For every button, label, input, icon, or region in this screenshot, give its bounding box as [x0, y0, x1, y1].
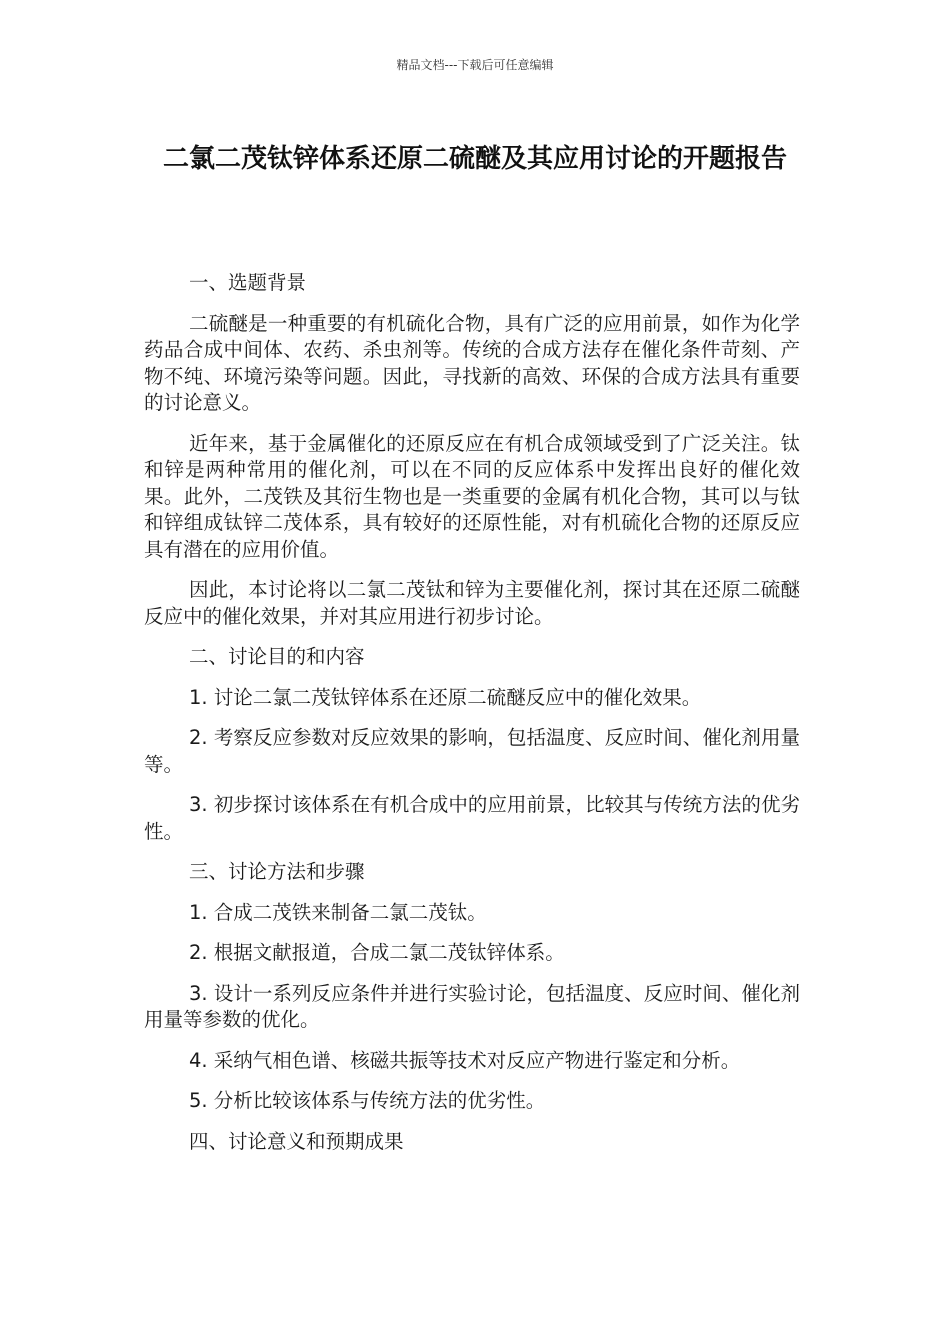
section-heading-methods: 三、讨论方法和步骤 — [189, 860, 365, 883]
list-item: 4. 采纳气相色谱、核磁共振等技术对反应产物进行鉴定和分析。 — [189, 1048, 741, 1072]
list-item: 1. 合成二茂铁来制备二氯二茂钛。 — [189, 900, 487, 924]
list-item: 3. 设计一系列反应条件并进行实验讨论，包括温度、反应时间、催化剂用量等参数的优化。 — [144, 981, 800, 1031]
paragraph: 近年来，基于金属催化的还原反应在有机合成领域受到了广泛关注。钛和锌是两种常用的催化剂，可以在不同的反应体系中发挥出良好的催化效果。此外，二茂铁及其衍生物也是一类重要的金属有机化合物，其可以与钛和锌组成钛锌二茂体系，具有较好的还原性能，对有机硫化合物的还原反应具有潜在的应用价值。 — [144, 431, 800, 561]
list-item: 3. 初步探讨该体系在有机合成中的应用前景，比较其与传统方法的优劣性。 — [144, 793, 800, 843]
list-item: 1. 讨论二氯二茂钛锌体系在还原二硫醚反应中的催化效果。 — [189, 685, 702, 709]
section-heading-background: 一、选题背景 — [189, 271, 307, 294]
list-item: 5. 分析比较该体系与传统方法的优劣性。 — [189, 1089, 546, 1112]
list-item: 2. 根据文献报道，合成二氯二茂钛锌体系。 — [189, 941, 565, 964]
page-header-note: 精品文档---下载后可任意编辑 — [396, 58, 554, 72]
list-item: 2. 考察反应参数对反应效果的影响，包括温度、反应时间、催化剂用量等。 — [144, 726, 800, 776]
section-heading-objectives: 二、讨论目的和内容 — [189, 645, 365, 668]
paragraph: 二硫醚是一种重要的有机硫化合物，具有广泛的应用前景，如作为化学药品合成中间体、农药、杀虫剂等。传统的合成方法存在催化条件苛刻、产物不纯、环境污染等问题。因此，寻找新的高效、环保的合成方法具有重要的讨论意义。 — [144, 311, 800, 414]
document-title: 二氯二茂钛锌体系还原二硫醚及其应用讨论的开题报告 — [162, 144, 787, 174]
section-heading-significance: 四、讨论意义和预期成果 — [189, 1129, 404, 1153]
paragraph: 因此，本讨论将以二氯二茂钛和锌为主要催化剂，探讨其在还原二硫醚反应中的催化效果，并对其应用进行初步讨论。 — [144, 578, 800, 628]
document-body — [144, 270, 800, 1169]
